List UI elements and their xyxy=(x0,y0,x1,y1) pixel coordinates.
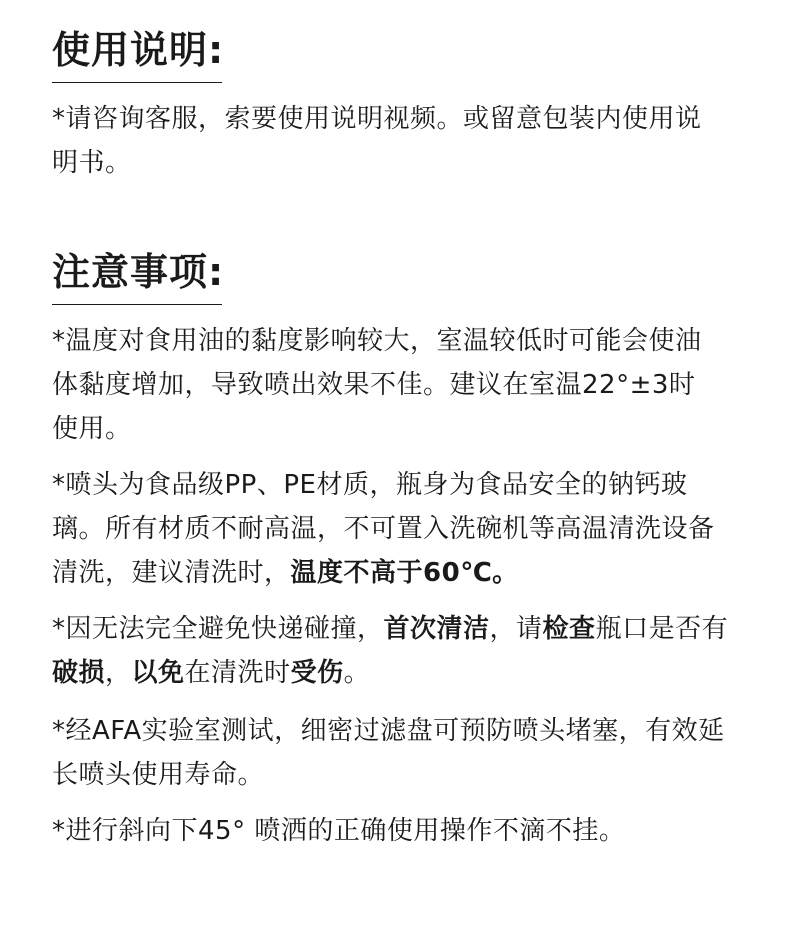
note-inspection-3: ，请 xyxy=(489,614,543,644)
note-inspection-7: ， xyxy=(105,658,132,688)
note-inspection-6: 破损 xyxy=(52,658,106,688)
notes-heading-underline xyxy=(52,304,222,305)
note-filter: *经AFA实验室测试，细密过滤盘可预防喷头堵塞，有效延长喷头使用寿命。 xyxy=(52,716,725,790)
note-inspection-9: 在清洗时 xyxy=(184,658,291,688)
note-spray-angle: *进行斜向下45° 喷洒的正确使用操作不滴不挂。 xyxy=(52,816,626,846)
note-inspection-2: 首次清洁 xyxy=(383,614,490,644)
note-inspection-11: 。 xyxy=(343,658,371,688)
note-inspection-4: 检查 xyxy=(542,614,596,644)
notes-heading: 注意事项: xyxy=(52,250,225,294)
usage-heading: 使用说明: xyxy=(52,28,225,72)
usage-heading-underline xyxy=(52,82,222,83)
note-inspection-8: 以免 xyxy=(131,658,185,688)
note-inspection-1: *因无法完全避免快递碰撞， xyxy=(52,614,384,644)
note-material xyxy=(52,463,732,595)
note-inspection xyxy=(52,607,732,695)
usage-text: *请咨询客服，索要使用说明视频。或留意包装内使用说明书。 xyxy=(52,104,702,178)
note-inspection-10: 受伤 xyxy=(290,658,344,688)
note-material-text: *喷头为食品级PP、PE材质，瓶身为食品安全的钠钙玻璃。所有材质不耐高温，不可置入洗碗机等高温清洗设备清洗，建议清洗时， xyxy=(52,470,715,588)
usage-section xyxy=(52,26,742,185)
note-temperature: *温度对食用油的黏度影响较大，室温较低时可能会使油体黏度增加，导致喷出效果不佳。建议在室温22°±3时使用。 xyxy=(52,326,702,444)
notes-section xyxy=(52,248,742,853)
note-inspection-5: 瓶口是否有 xyxy=(595,614,729,644)
note-material-bold: 温度不高于60℃。 xyxy=(290,558,519,588)
